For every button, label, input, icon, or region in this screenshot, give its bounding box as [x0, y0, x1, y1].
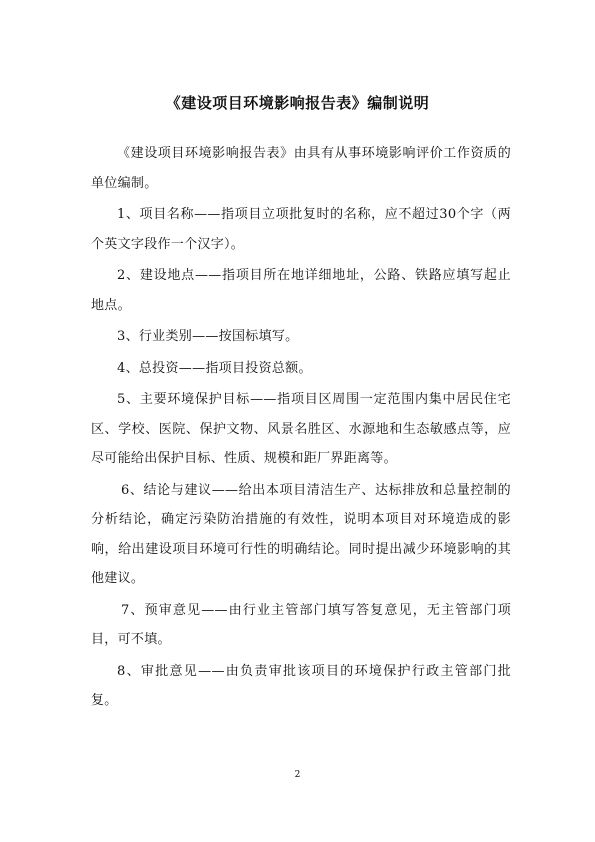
- item-approval-opinion: 8、审批意见——由负责审批该项目的环境保护行政主管部门批复。: [91, 663, 511, 708]
- page-title: 《建设项目环境影响报告表》编制说明: [165, 94, 430, 112]
- item-conclusions: 6、结论与建议——给出本项目清洁生产、达标排放和总量控制的分析结论，确定污染防治措施的有效性，说明本项目对环境造成的影响，给出建设项目环境可行性的明确结论。同时提出减少环境影响的其他建议。: [91, 482, 511, 586]
- item-industry-category: 3、行业类别——按国标填写。: [117, 329, 299, 344]
- intro-paragraph: 《建设项目环境影响报告表》由具有从事环境影响评价工作资质的单位编制。: [91, 146, 511, 191]
- item-protection-targets: 5、主要环境保护目标——指项目区周围一定范围内集中居民住宅区、学校、医院、保护文物、风景名胜区、水源地和生态敏感点等，应尽可能给出保护目标、性质、规模和距厂界距离等。: [91, 392, 511, 466]
- document-body: [91, 139, 511, 718]
- item-project-name: 1、项目名称——指项目立项批复时的名称，应不超过30个字（两个英文字段作一个汉字）。: [91, 207, 511, 252]
- page-number: 2: [294, 770, 301, 780]
- item-preliminary-review: 7、预审意见——由行业主管部门填写答复意见，无主管部门项目，可不填。: [91, 602, 511, 647]
- item-total-investment: 4、总投资——指项目投资总额。: [117, 360, 312, 376]
- item-construction-site: 2、建设地点——指项目所在地详细地址，公路、铁路应填写起止地点。: [91, 268, 511, 313]
